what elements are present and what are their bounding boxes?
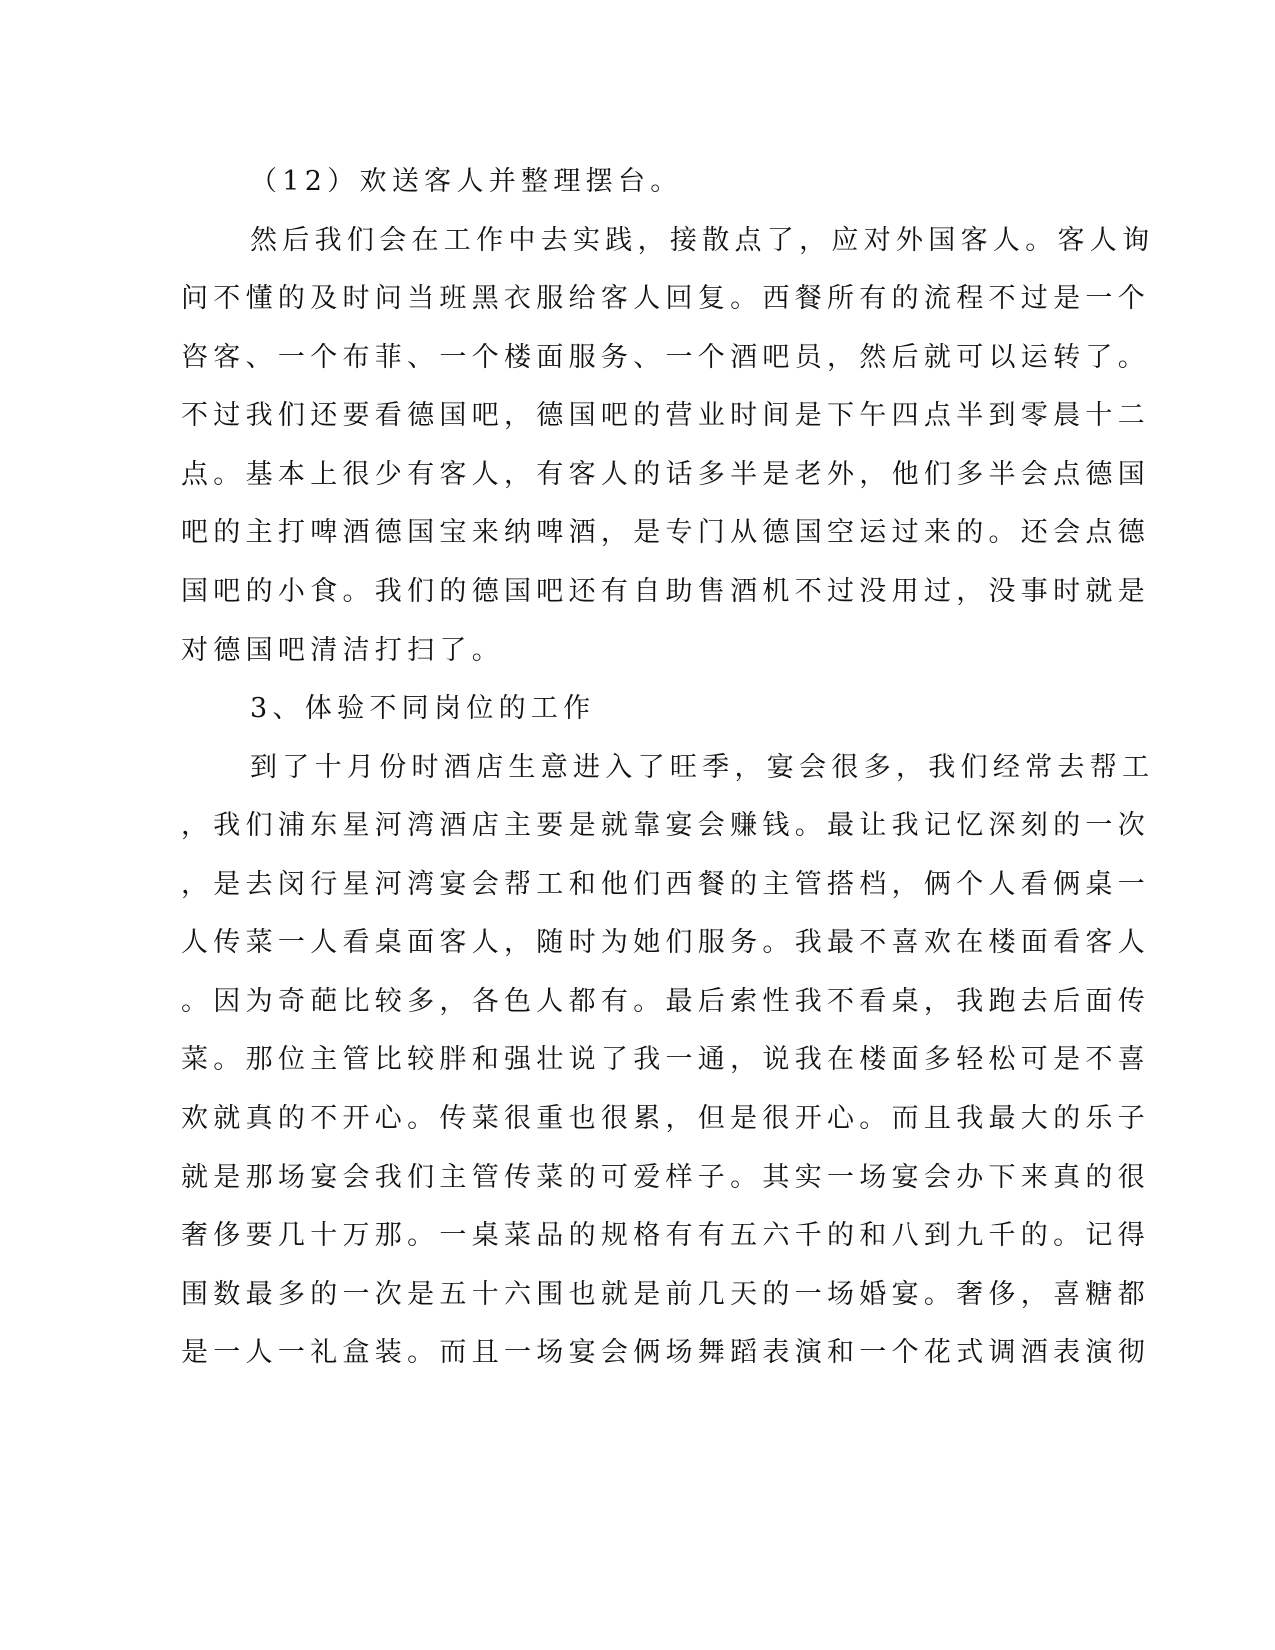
paragraph-line: 对德国吧清洁打扫了。 <box>181 635 504 666</box>
paragraph-line: 就是那场宴会我们主管传菜的可爱样子。其实一场宴会办下来真的很 <box>181 1162 1150 1193</box>
paragraph-line: 菜。那位主管比较胖和强壮说了我一通，说我在楼面多轻松可是不喜 <box>181 1044 1150 1075</box>
paragraph-line: 点。基本上很少有客人，有客人的话多半是老外，他们多半会点德国 <box>181 459 1150 490</box>
paragraph-line: 人传菜一人看桌面客人，随时为她们服务。我最不喜欢在楼面看客人 <box>181 927 1150 958</box>
paragraph-line: 问不懂的及时问当班黑衣服给客人回复。西餐所有的流程不过是一个 <box>181 283 1150 314</box>
paragraph-line: ，是去闵行星河湾宴会帮工和他们西餐的主管搭档，俩个人看俩桌一 <box>181 869 1150 900</box>
paragraph-line: 围数最多的一次是五十六围也就是前几天的一场婚宴。奢侈，喜糖都 <box>181 1279 1150 1310</box>
paragraph-line: ，我们浦东星河湾酒店主要是就靠宴会赚钱。最让我记忆深刻的一次 <box>181 810 1150 841</box>
paragraph-line: 是一人一礼盒装。而且一场宴会俩场舞蹈表演和一个花式调酒表演彻 <box>181 1337 1150 1368</box>
paragraph-line: 到了十月份时酒店生意进入了旺季，宴会很多，我们经常去帮工 <box>250 752 1155 783</box>
paragraph-line: 国吧的小食。我们的德国吧还有自助售酒机不过没用过，没事时就是 <box>181 576 1150 607</box>
list-item-12: （12）欢送客人并整理摆台。 <box>250 166 683 197</box>
paragraph-line: 。因为奇葩比较多，各色人都有。最后索性我不看桌，我跑去后面传 <box>181 986 1150 1017</box>
section-heading: 3、体验不同岗位的工作 <box>250 693 596 724</box>
paragraph-line: 然后我们会在工作中去实践，接散点了，应对外国客人。客人询 <box>250 225 1155 256</box>
paragraph-line: 奢侈要几十万那。一桌菜品的规格有有五六千的和八到九千的。记得 <box>181 1220 1150 1251</box>
paragraph-line: 欢就真的不开心。传菜很重也很累，但是很开心。而且我最大的乐子 <box>181 1103 1150 1134</box>
paragraph-line: 不过我们还要看德国吧，德国吧的营业时间是下午四点半到零晨十二 <box>181 400 1150 431</box>
paragraph-line: 咨客、一个布菲、一个楼面服务、一个酒吧员，然后就可以运转了。 <box>181 342 1150 373</box>
paragraph-line: 吧的主打啤酒德国宝来纳啤酒，是专门从德国空运过来的。还会点德 <box>181 517 1150 548</box>
